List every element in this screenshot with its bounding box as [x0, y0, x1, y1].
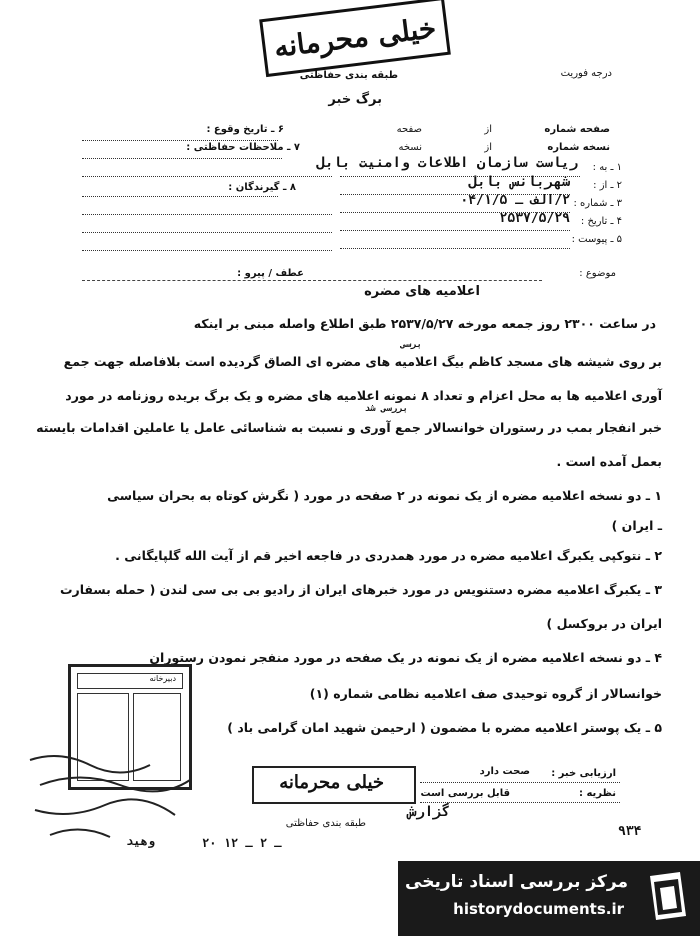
body-line: خبر انفجار بمب در رستوران خوانسالار جمع آوری و نسبت به شناسائی عامل یا عاملین اقدامات بایسته — [36, 420, 662, 435]
number-line — [340, 212, 570, 213]
archive-logo-icon — [640, 868, 690, 924]
item-line: ایران در بروکسل ) — [546, 616, 662, 631]
evaluation-label: ارزیابی خبر : — [551, 768, 616, 779]
number-value: ۲/الف ـ ۰۴/۱/۵ — [460, 193, 570, 208]
to-value: ریاست سازمان اطلاعات وامنیت بابل — [316, 155, 578, 171]
item-line: ۲ ـ نتوکپی یکبرگ اعلامیه مضره در مورد همدردی در فاجعه اخیر قم از آیت الله گلپایگانی . — [115, 548, 662, 563]
copy-of-label: از — [484, 142, 492, 153]
handwritten-date: ۲۰ ـ ۲ ـ ۱۲ — [202, 836, 282, 850]
evaluation-line — [420, 782, 620, 783]
bottom-classification-label: طبقه بندی حفاظتی — [285, 818, 366, 829]
form-title: برگ خبر — [328, 92, 382, 107]
recipients-label: ۸ ـ گیرندگان : — [228, 182, 296, 193]
page-label: صفحه — [396, 124, 422, 135]
opinion-value: قابل بررسی است — [420, 788, 510, 799]
classification-label: طبقه بندی حفاظتی — [299, 70, 398, 81]
registry-stamp-header — [77, 673, 183, 689]
copy-number-label: نسخه شماره — [547, 142, 610, 153]
notes-line-1 — [82, 158, 282, 159]
subject-value: اعلامیه های مضره — [364, 284, 480, 299]
page-number-label: صفحه شماره — [544, 124, 610, 135]
item-line: ۵ ـ یک پوستر اعلامیه مضره با مضمون ( ارحیمن شهید امان گرامی باد ) — [227, 720, 662, 735]
opinion-line — [420, 802, 620, 803]
subject-label: موضوع : — [579, 268, 616, 279]
bottom-stamp-text: خیلی محرمانه — [279, 772, 384, 793]
bottom-classification-stamp — [252, 766, 416, 804]
copy-label: نسخه — [398, 142, 422, 153]
occurrence-line — [82, 140, 278, 141]
classification-stamp — [259, 0, 451, 77]
page-of-label: از — [484, 124, 492, 135]
attach-line — [340, 248, 570, 249]
attach-label: ۵ ـ پیوست : — [571, 234, 622, 245]
handwritten-sign: وهید — [126, 834, 155, 848]
item-line: ۳ ـ یکبرگ اعلامیه مضره دستنویس در مورد خبرهای ایران از رادیو بی بی سی لندن ( حمله بسفارت — [59, 582, 662, 597]
notes-line-2 — [82, 176, 332, 177]
page-number: ۹۳۴ — [618, 824, 642, 839]
from-line — [340, 194, 570, 195]
to-label: ۱ ـ به : — [592, 162, 622, 173]
from-value: شهربانس بابل — [468, 174, 570, 190]
registry-stamp-title: دبیرخانه — [149, 674, 176, 683]
to-line — [340, 176, 580, 177]
recipients-line-1 — [82, 196, 278, 197]
occurrence-date-label: ۶ ـ تاریخ وقوع : — [206, 124, 284, 135]
priority-label: درجه فوریت — [560, 68, 612, 79]
recipients-line-3 — [82, 232, 332, 233]
security-notes-label: ۷ ـ ملاحظات حفاظتی : — [186, 142, 300, 153]
from-label: ۲ ـ از : — [593, 180, 622, 191]
handwritten-scribbles — [20, 740, 220, 850]
reference-label: عطف / پیرو : — [237, 268, 304, 279]
item-line: ـ ایران ) — [611, 518, 662, 533]
body-line: در ساعت ۲۳۰۰ روز جمعه مورخه ۲۵۳۷/۵/۲۷ طبق اطلاع واصله مبنی بر اینکه — [193, 316, 656, 331]
body-line: بر روی شیشه های مسجد کاظم بیگ اعلامیه های مضره ای الصاق گردیده است بلافاصله جهت جمع — [63, 354, 662, 369]
item-line: ۱ ـ دو نسخه اعلامیه مضره از یک نمونه در ۲ صفحه در مورد ( نگرش کوتاه به بحران سیاسی — [107, 488, 662, 503]
body-line: بعمل آمده است . — [556, 454, 662, 469]
body-line: آوری اعلامیه ها به محل اعزام و تعداد ۸ نمونه اعلامیه های مضره و یک برگ بریده روزنامه در مورد — [65, 388, 662, 403]
number-label: ۳ ـ شماره : — [573, 198, 622, 209]
stamp-text: خیلی محرمانه — [272, 10, 438, 64]
margin-note: برسی — [400, 340, 422, 350]
evaluation-value: صحت دارد — [479, 766, 530, 777]
footer-title: مرکز بررسی اسناد تاریخی — [405, 872, 628, 892]
recipients-line-2 — [82, 214, 332, 215]
signature: گزارش — [407, 804, 450, 820]
item-line: ۴ ـ دو نسخه اعلامیه مضره از یک نمونه در یک صفحه در مورد منفجر نمودن رستوران — [149, 650, 662, 665]
date-value: ۲۵۳۷/۵/۲۹ — [499, 211, 570, 226]
footer-url[interactable]: historydocuments.ir — [453, 900, 624, 918]
date-label: ۴ ـ تاریخ : — [580, 216, 622, 227]
subject-rule — [82, 280, 542, 281]
recipients-line-4 — [82, 250, 332, 251]
reference-note: بررسی شد — [364, 404, 408, 414]
date-line — [340, 230, 570, 231]
item-line: خوانسالار از گروه توحیدی صف اعلامیه نظامی شماره (۱) — [309, 686, 662, 701]
opinion-label: نظریه : — [578, 788, 616, 799]
